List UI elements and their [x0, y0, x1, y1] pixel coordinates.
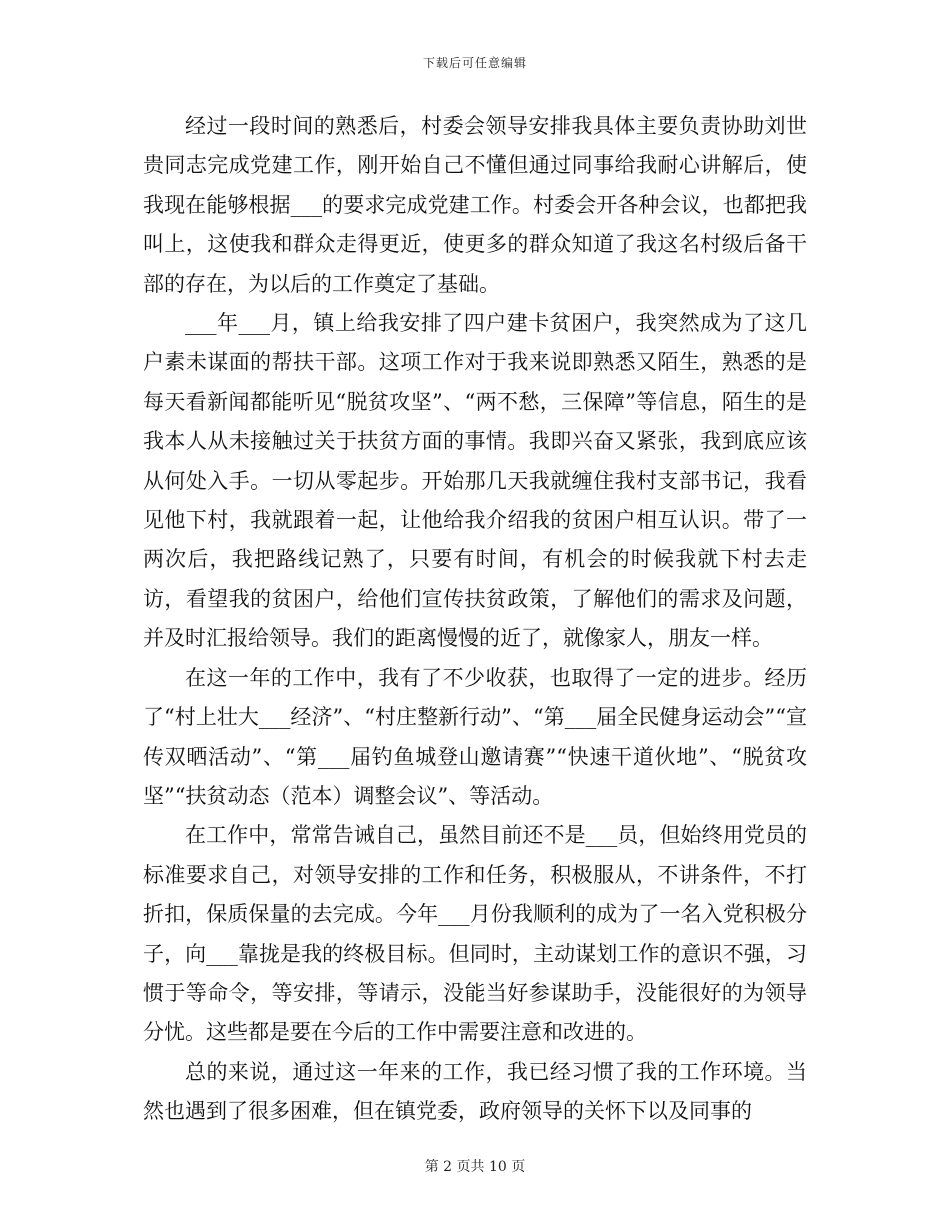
- paragraph: 经过一段时间的熟悉后，村委会领导安排我具体主要负责协助刘世贵同志完成党建工作，刚开始自己不懂但通过同事给我耐心讲解后，使我现在能够根据___的要求完成党建工作。村委会开各种会议，也都把我叫上，这使我和群众走得更近，使更多的群众知道了我这名村级后备干部的存在，为以后的工作奠定了基础。: [143, 114, 807, 296]
- paragraph: 总的来说，通过这一年来的工作，我已经习惯了我的工作环境。当然也遇到了很多困难，但在镇党委，政府领导的关怀下以及同事的: [143, 1059, 807, 1124]
- paragraph: 在这一年的工作中，我有了不少收获，也取得了一定的进步。经历了“村上壮大___经济”、“村庄整新行动”、“第___届全民健身运动会”“宣传双晒活动”、“第___届钓鱼城登山邀请赛”“快速干道伙地”、“脱贫攻坚”“扶贫动态（范本）调整会议”、等活动。: [143, 665, 807, 808]
- paragraph: ___年___月，镇上给我安排了四户建卡贫困户，我突然成为了这几户素未谋面的帮扶干部。这项工作对于我来说即熟悉又陌生，熟悉的是每天看新闻都能听见“脱贫攻坚”、“两不愁，三保障”等信息，陌生的是我本人从未接触过关于扶贫方面的事情。我即兴奋又紧张，我到底应该从何处入手。一切从零起步。开始那几天我就缠住我村支部书记，我看见他下村，我就跟着一起，让他给我介绍我的贫困户相互认识。带了一两次后，我把路线记熟了，只要有时间，有机会的时候我就下村去走访，看望我的贫困户，给他们宣传扶贫政策，了解他们的需求及问题，并及时汇报给领导。我们的距离慢慢的近了，就像家人，朋友一样。: [143, 311, 807, 651]
- page-header: 下载后可任意编辑: [422, 56, 527, 70]
- document-body: [143, 107, 807, 1132]
- paragraph: 在工作中，常常告诫自己，虽然目前还不是___员，但始终用党员的标准要求自己，对领导安排的工作和任务，积极服从，不讲条件，不打折扣，保质保量的去完成。今年___月份我顺利的成为了一名入党积极分子，向___靠拢是我的终极目标。但同时，主动谋划工作的意识不强，习惯于等命令，等安排，等请示，没能当好参谋助手，没能很好的为领导分忧。这些都是要在今后的工作中需要注意和改进的。: [143, 823, 807, 1045]
- page-number: 第 2 页共 10 页: [424, 1159, 526, 1175]
